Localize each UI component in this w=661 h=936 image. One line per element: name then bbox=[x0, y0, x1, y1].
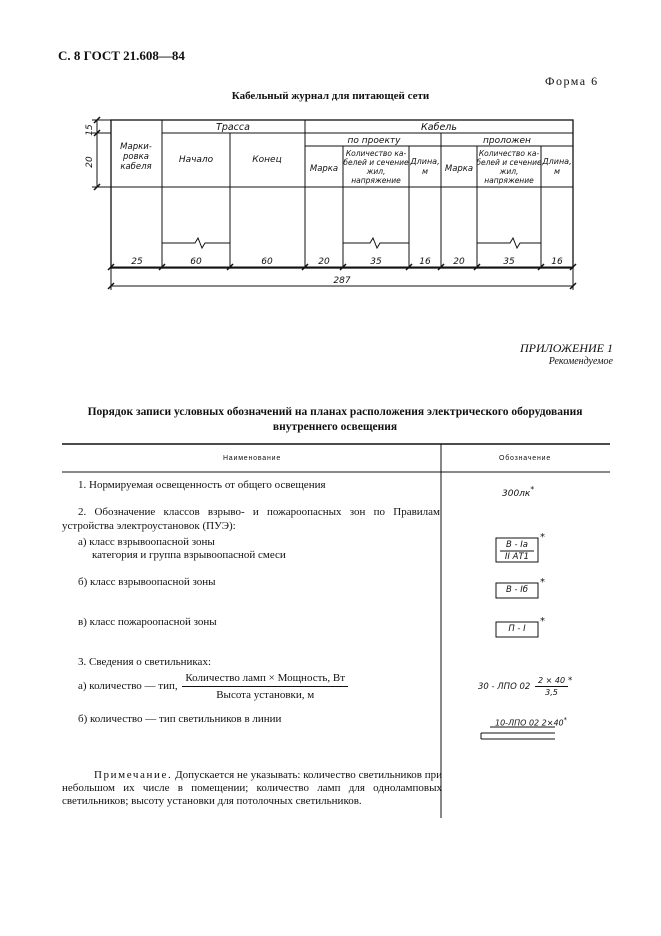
form-number: Форма 6 bbox=[545, 74, 599, 88]
row-3b-name: б) количество — тип светильников в линии bbox=[78, 713, 282, 725]
row-2b-name: б) класс взрывоопасной зоны bbox=[78, 576, 216, 588]
row-2c-symbol: П - I bbox=[508, 624, 526, 634]
col-cable: Кабель bbox=[421, 122, 457, 133]
row-2-name: 2. Обозначение классов взрыво- и пожароопасных зон по Правилам устройства электроустановок (ПУЭ): bbox=[62, 506, 440, 532]
row-3a-fraction: $\frac{\text{Количество ламп × Мощность, Вт}}{\text{Высота установки, м}}$ bbox=[182, 671, 348, 702]
dim-value: 25 bbox=[131, 257, 143, 267]
dim-label-15: 15 bbox=[85, 124, 95, 136]
appendix-subtitle: Рекомендуемое bbox=[548, 356, 613, 367]
col-marking: Марки-ровка кабеля bbox=[120, 142, 152, 172]
row-1-symbol: 300лк* bbox=[502, 485, 535, 499]
note-body: Допускается не указывать: количество светильников при небольшом их числе в помещении; количество ламп для одноламповых светильников; высоту установки для потолочных светильников. bbox=[62, 769, 442, 807]
dim-label-20: 20 bbox=[85, 156, 95, 168]
col-name-header: Наименование bbox=[222, 455, 282, 462]
col-brand-laid: Марка bbox=[444, 164, 474, 174]
row-3-name: 3. Сведения о светильниках: bbox=[78, 656, 211, 668]
appendix-title: ПРИЛОЖЕНИЕ 1 bbox=[520, 341, 613, 355]
dim-value: 60 bbox=[261, 257, 273, 267]
dim-value: 20 bbox=[318, 257, 330, 267]
asterisk: * bbox=[540, 532, 545, 543]
col-start: Начало bbox=[178, 155, 214, 165]
asterisk: * bbox=[540, 577, 545, 588]
row-2c-name: в) класс пожароопасной зоны bbox=[78, 616, 217, 628]
dim-value: 35 bbox=[370, 257, 382, 267]
note bbox=[62, 769, 442, 808]
dim-value: 16 bbox=[551, 257, 563, 267]
col-brand-project: Марка bbox=[309, 164, 339, 174]
row-2a-symbol-bot: II АТ1 bbox=[504, 552, 530, 562]
row-1-name: 1. Нормируемая освещенность от общего освещения bbox=[78, 479, 326, 491]
col-length-project: Длина, м bbox=[410, 157, 440, 176]
row-3a-symbol: 30 - ЛПО 02 $\frac{2 \times 40}{3,5}$ * bbox=[478, 676, 573, 697]
dim-value: 35 bbox=[503, 257, 515, 267]
row-2b-symbol: В - Iб bbox=[505, 585, 529, 595]
dim-value: 16 bbox=[419, 257, 431, 267]
row-2a-name: а) класс взрывоопасной зоны bbox=[78, 536, 215, 548]
dim-value: 60 bbox=[190, 257, 202, 267]
col-by-project: по проекту bbox=[347, 136, 401, 146]
col-end: Конец bbox=[252, 155, 282, 165]
designation-table-title: Порядок записи условных обозначений на планах расположения электрического оборудования внутреннего освещения bbox=[87, 406, 583, 433]
col-length-laid: Длина, м bbox=[542, 157, 572, 176]
row-2a-sub: категория и группа взрывоопасной смеси bbox=[92, 549, 286, 561]
col-qty-section-project: Количество ка-белей и сечение жил, напряжение bbox=[343, 149, 409, 185]
cable-journal-title: Кабельный журнал для питающей сети bbox=[231, 90, 430, 102]
dim-total: 287 bbox=[333, 276, 351, 286]
col-symbol-header: Обозначение bbox=[498, 455, 552, 462]
row-3a-name: а) количество — тип, $\frac{\text{Количество ламп × Мощность, Вт}}{\text{Высота установки, м}}$ bbox=[78, 671, 348, 702]
col-qty-section-laid: Количество ка-белей и сечение жил, напряжение bbox=[476, 149, 542, 185]
dim-value: 20 bbox=[453, 257, 465, 267]
col-laid: проложен bbox=[483, 136, 531, 146]
row-2a-symbol-top: В - Iа bbox=[505, 540, 529, 550]
row-3b-symbol: 10-ЛПО 02 2×40* bbox=[495, 716, 567, 728]
asterisk: * bbox=[540, 616, 545, 627]
note-head: Примечание. bbox=[94, 769, 173, 781]
col-route: Трасса bbox=[216, 122, 250, 133]
page-header: С. 8 ГОСТ 21.608—84 bbox=[58, 48, 185, 63]
